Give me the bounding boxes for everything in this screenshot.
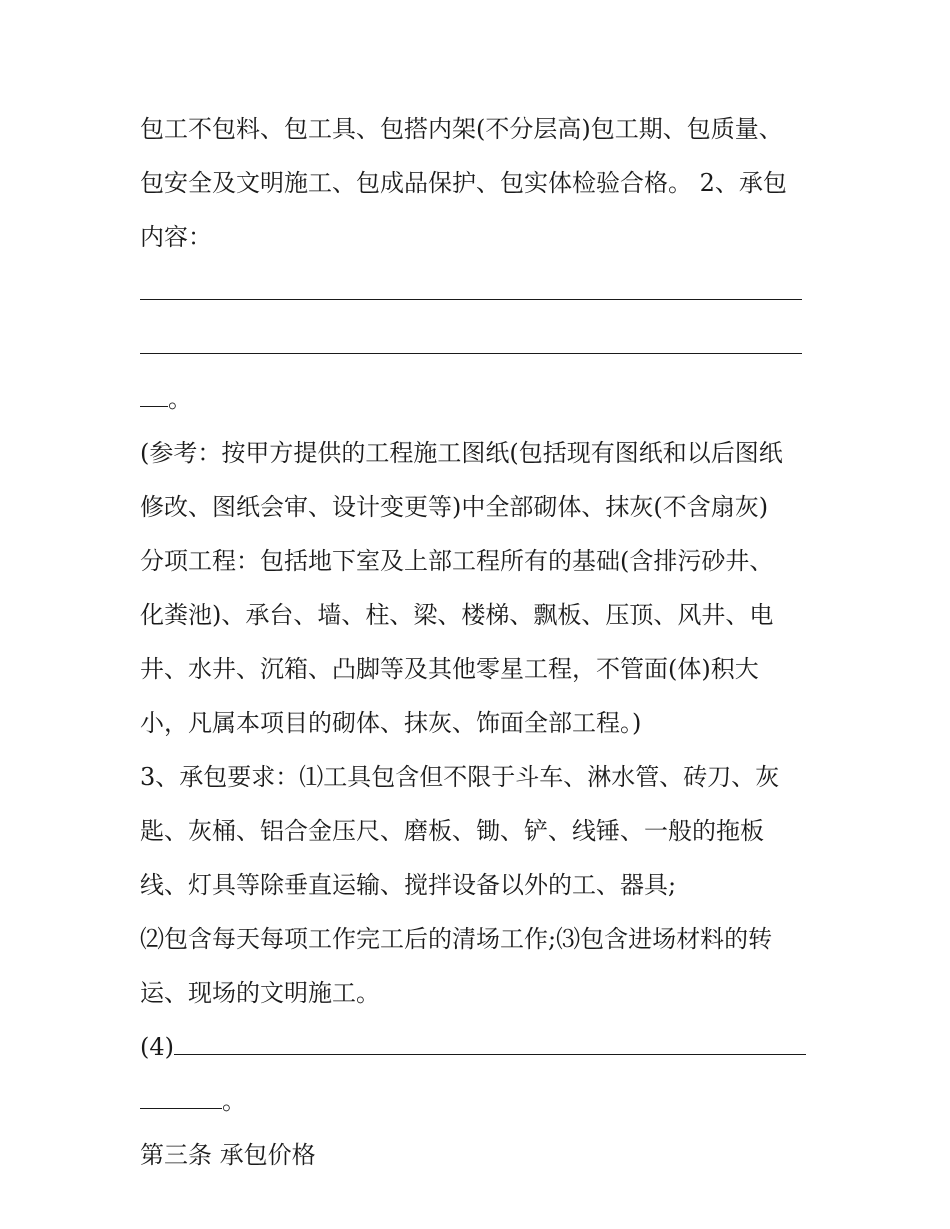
text-line: 内容： bbox=[140, 223, 212, 251]
text-line: 3、承包要求：⑴工具包含但不限于斗车、淋水管、砖刀、灰 bbox=[140, 763, 780, 791]
text-line: 修改、图纸会审、设计变更等)中全部砌体、抹灰(不含扇灰) bbox=[140, 493, 769, 521]
text-line bbox=[140, 1020, 810, 1074]
blank-line bbox=[140, 318, 810, 372]
text-line: 包工不包料、包工具、包搭内架(不分层高)包工期、包质量、 bbox=[140, 115, 783, 143]
blank-line bbox=[140, 264, 810, 318]
period: 。 bbox=[168, 385, 192, 413]
text-line bbox=[140, 372, 810, 426]
short-blank bbox=[140, 1088, 222, 1109]
item-4-blank bbox=[174, 1034, 806, 1055]
period: 。 bbox=[222, 1087, 246, 1115]
short-blank bbox=[140, 386, 168, 407]
text-line bbox=[140, 1074, 810, 1128]
text-line: 包安全及文明施工、包成品保护、包实体检验合格。 2、承包 bbox=[140, 169, 787, 197]
text-line: 井、水井、沉箱、凸脚等及其他零星工程，不管面(体)积大 bbox=[140, 655, 759, 683]
text-line: (参考：按甲方提供的工程施工图纸(包括现有图纸和以后图纸 bbox=[140, 439, 783, 467]
text-line: ⑵包含每天每项工作完工后的清场工作;⑶包含进场材料的转 bbox=[140, 925, 773, 953]
text-line: 线、灯具等除垂直运输、搅拌设备以外的工、器具; bbox=[140, 871, 677, 899]
section-heading: 第三条 承包价格 bbox=[140, 1141, 316, 1169]
text-line: 小，凡属本项目的砌体、抹灰、饰面全部工程。) bbox=[140, 709, 642, 737]
text-line: 运、现场的文明施工。 bbox=[140, 979, 380, 1007]
text-line: 匙、灰桶、铝合金压尺、磨板、锄、铲、线锤、一般的拖板 bbox=[140, 817, 764, 845]
document-page bbox=[140, 102, 810, 1182]
text-line: 分项工程：包括地下室及上部工程所有的基础(含排污砂井、 bbox=[140, 547, 774, 575]
text-line: 化粪池)、承台、墙、柱、梁、楼梯、飘板、压顶、风井、电 bbox=[140, 601, 774, 629]
item-4-label: (4) bbox=[140, 1033, 174, 1061]
